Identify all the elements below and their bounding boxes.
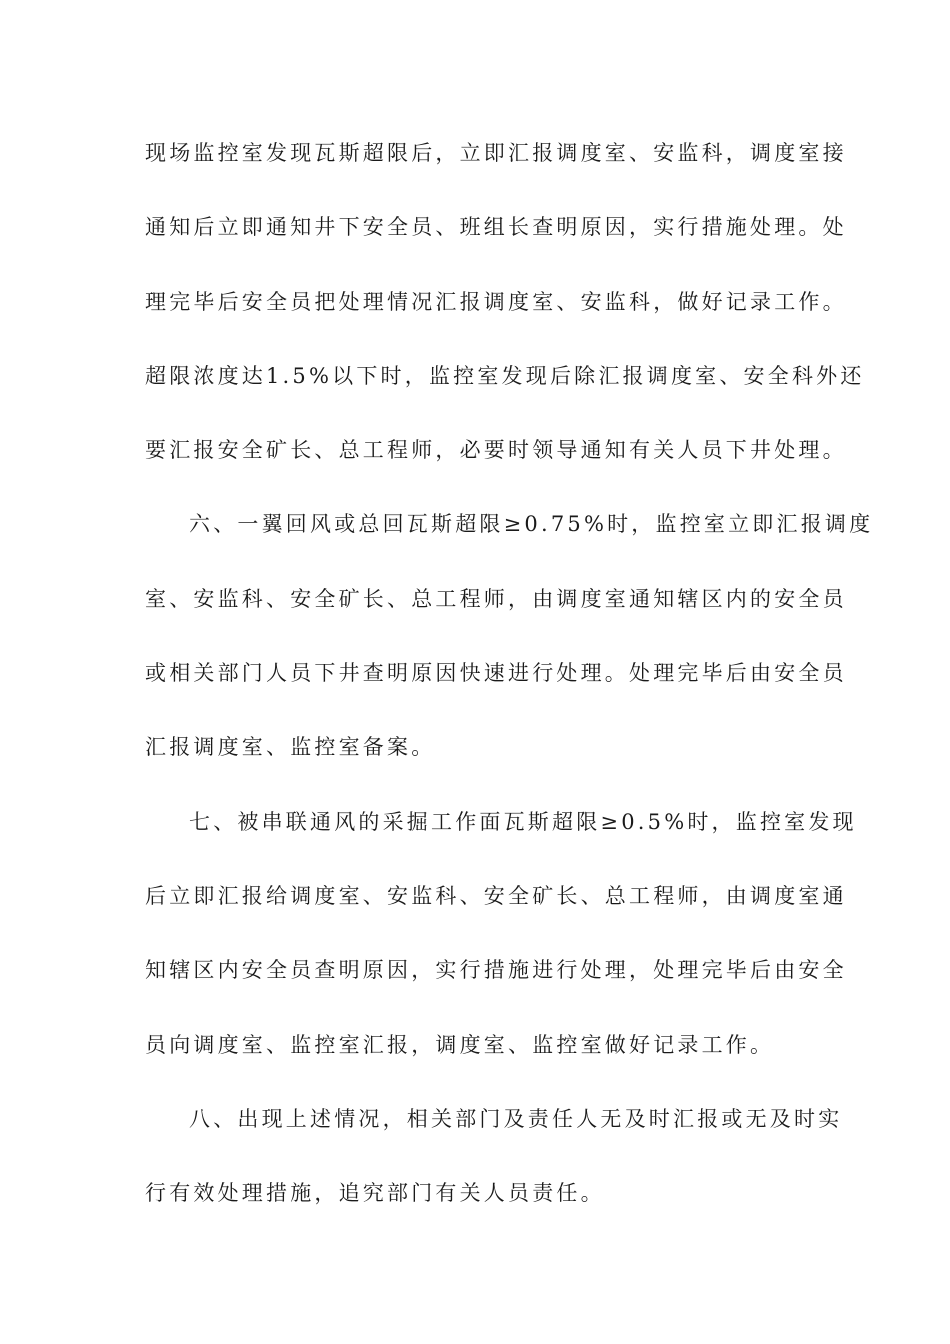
- text-line: 知辖区内安全员查明原因，实行措施进行处理，处理完毕后由安全: [145, 958, 847, 983]
- text-line: 理完毕后安全员把处理情况汇报调度室、安监科，做好记录工作。: [145, 289, 847, 314]
- section-seven-line: 七、被串联通风的采掘工作面瓦斯超限≥0.5%时，监控室发现: [189, 809, 857, 834]
- text-line: 现场监控室发现瓦斯超限后，立即汇报调度室、安监科，调度室接: [145, 141, 847, 165]
- text-line: 汇报调度室、监控室备案。: [145, 735, 436, 760]
- text-line: 行有效处理措施，追究部门有关人员责任。: [145, 1181, 605, 1206]
- text-line: 或相关部门人员下井查明原因快速进行处理。处理完毕后由安全员: [145, 661, 847, 686]
- text-line: 后立即汇报给调度室、安监科、安全矿长、总工程师，由调度室通: [145, 883, 847, 908]
- text-line: 员向调度室、监控室汇报，调度室、监控室做好记录工作。: [145, 1032, 775, 1057]
- text-line: 室、安监科、安全矿长、总工程师，由调度室通知辖区内的安全员: [145, 586, 847, 611]
- text-line: 超限浓度达1.5%以下时，监控室发现后除汇报调度室、安全科外还: [145, 363, 865, 388]
- text-line: 通知后立即通知井下安全员、班组长查明原因，实行措施处理。处: [145, 215, 847, 240]
- text-line: 要汇报安全矿长、总工程师，必要时领导通知有关人员下井处理。: [145, 438, 847, 463]
- section-eight-line: 八、出现上述情况，相关部门及责任人无及时汇报或无及时实: [189, 1106, 843, 1131]
- document-body: [145, 128, 874, 1242]
- section-six-line: 六、一翼回风或总回瓦斯超限≥0.75%时，监控室立即汇报调度: [189, 512, 874, 537]
